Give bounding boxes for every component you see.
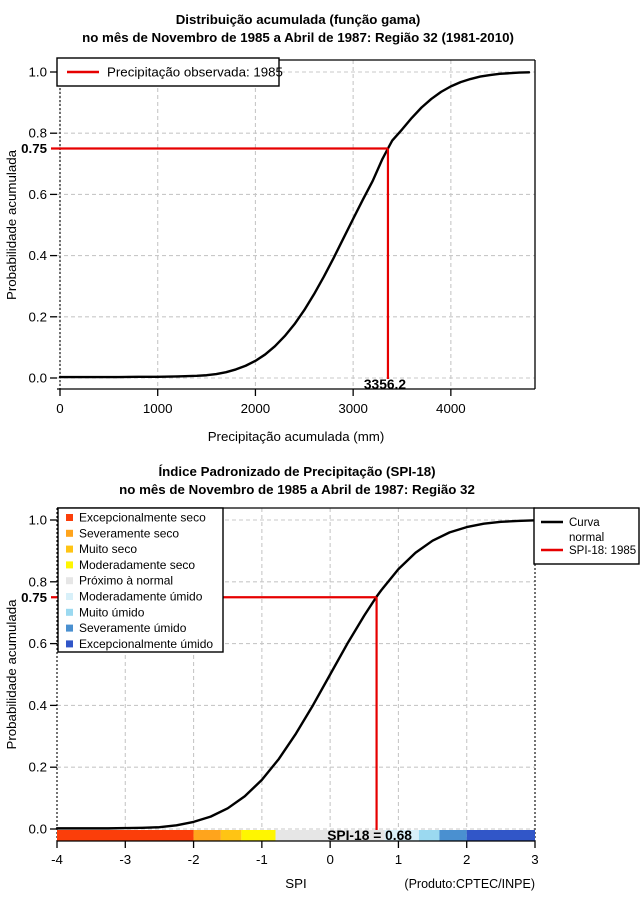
reference-prob-label: 0.75 [21,589,47,605]
y-axis-tick-label: 0.4 [28,248,47,264]
category-swatch [66,546,73,553]
x-axis-tick-label: 0 [56,401,64,416]
y-axis-tick-label: 0.0 [28,821,47,837]
chart-title-line2: no mês de Novembro de 1985 a Abril de 1987: Região 32 [119,482,475,497]
x-axis-tick-label: 0 [326,852,334,867]
cumulative-curve [60,72,529,377]
category-swatch [66,514,73,521]
y-axis-tick-label: 1.0 [28,512,47,528]
y-axis-label: Probabilidade acumulada [4,149,19,301]
x-axis-tick-label: 1 [394,852,403,867]
x-axis-tick-label: -3 [119,852,132,867]
category-label: Severamente seco [79,526,180,541]
category-swatch [66,625,73,632]
y-axis-tick-label: 0.6 [28,636,47,652]
y-axis-tick-label: 0.6 [28,186,47,202]
x-axis-tick-label: -4 [51,852,63,867]
y-axis-tick-label: 0.4 [28,697,47,713]
chart-title-line2: no mês de Novembro de 1985 a Abril de 1987: Região 32 (1981-2010) [82,30,514,45]
x-axis-tick-label: -1 [255,852,268,867]
category-swatch [66,561,73,568]
colorbar-segment [241,830,275,841]
y-axis-tick-label: 0.8 [28,574,47,590]
reference-value-label: 3356.2 [363,377,407,392]
x-axis-label: Precipitação acumulada (mm) [207,429,385,444]
colorbar-segment [419,830,439,841]
category-label: Muito seco [79,542,138,557]
legend-label: Precipitação observada: 1985 [107,64,283,80]
colorbar-segment [194,830,221,841]
colorbar-segment [57,830,194,841]
x-axis-tick-label: 3 [531,852,539,867]
y-axis-tick-label: 1.0 [28,64,47,80]
category-swatch [66,609,73,616]
y-axis-tick-label: 0.2 [28,759,47,775]
x-axis-tick-label: -2 [187,852,200,867]
category-swatch [66,593,73,600]
colorbar-segment [467,830,535,841]
legend-curve-label-1: Curva [569,517,600,529]
x-axis-tick-label: 3000 [338,401,368,416]
y-axis-tick-label: 0.0 [28,370,47,386]
y-axis-tick-label: 0.2 [28,309,47,325]
x-axis-tick-label: 2 [463,852,471,867]
y-axis-label: Probabilidade acumulada [4,599,19,750]
category-label: Excepcionalmente seco [79,510,206,525]
category-label: Moderadamente úmido [79,589,203,604]
category-label: Excepcionalmente úmido [79,636,214,651]
x-axis-label: SPI [285,876,307,891]
y-axis-tick-label: 0.8 [28,125,47,141]
category-swatch [66,577,73,584]
legend-spi-label: SPI-18: 1985 [569,545,637,557]
category-label: Moderadamente seco [79,557,196,572]
chart-title-line1: Distribuição acumulada (função gama) [175,12,421,27]
colorbar-segment [439,830,466,841]
x-axis-tick-label: 2000 [240,401,271,416]
category-label: Severamente úmido [79,621,187,636]
category-label: Próximo à normal [79,573,174,588]
legend-curve-label-2: normal [569,532,605,544]
category-label: Muito úmido [79,605,145,620]
credit-label: (Produto:CPTEC/INPE) [404,877,535,891]
x-axis-tick-label: 1000 [142,401,173,416]
spi-annotation: SPI-18 = 0.68 [327,828,412,843]
colorbar-segment [221,830,241,841]
chart-title-line1: Índice Padronizado de Precipitação (SPI-18) [158,464,436,479]
reference-prob-label: 0.75 [21,141,47,156]
category-swatch [66,640,73,647]
category-swatch [66,530,73,537]
x-axis-tick-label: 4000 [436,401,466,416]
